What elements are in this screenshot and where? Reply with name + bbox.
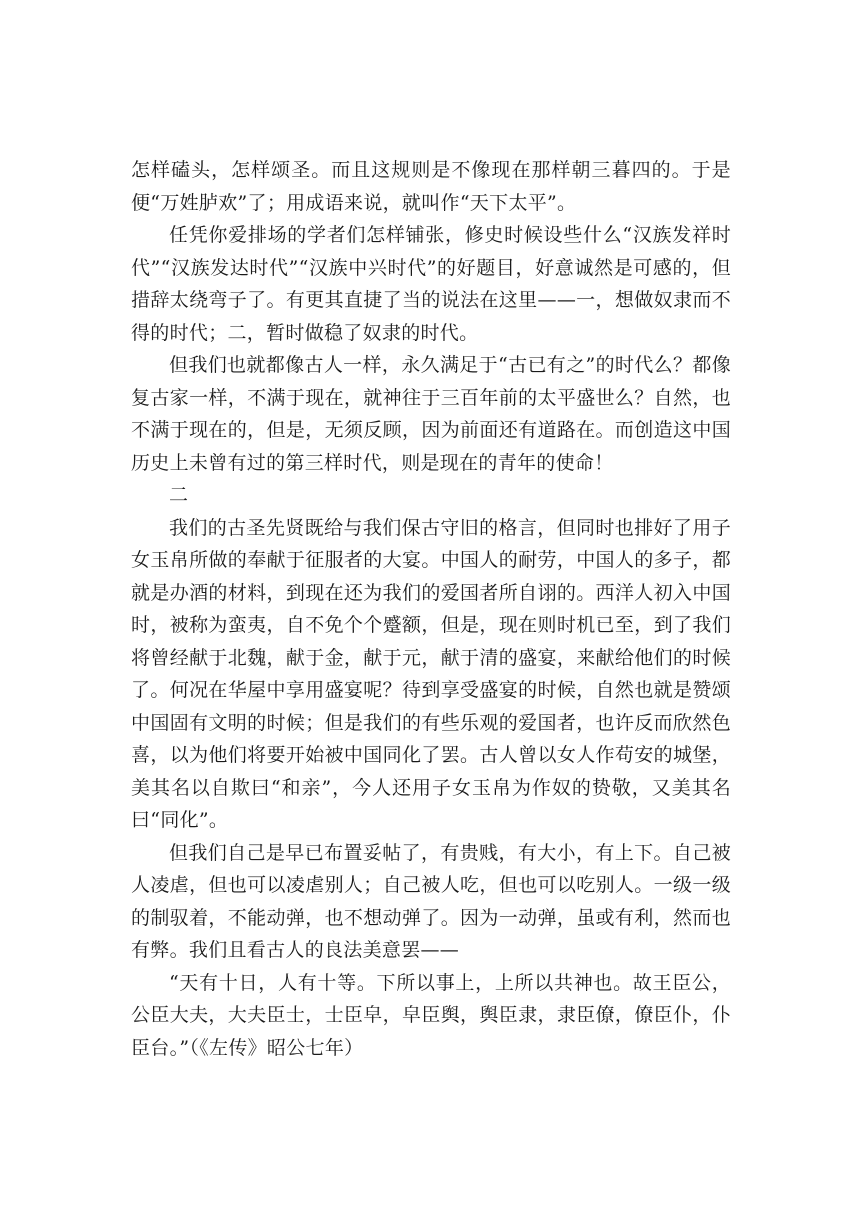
paragraph-banquet: 我们的古圣先贤既给与我们保古守旧的格言，但同时也排好了用子女玉帛所做的奉献于征服者的大宴。中国人的耐劳，中国人的多子，都就是办酒的材料，到现在还为我们的爱国者所自诩的。西洋人初入中国时，被称为蛮夷，自不免个个蹙额，但是，现在则时机已至，到了我们将曾经献于北魏，献于金，献于元，献于清的盛宴，来献给他们的时候了。何况在华屋中享用盛宴呢？待到享受盛宴的时候，自然也就是赞颂中国固有文明的时候；但是我们的有些乐观的爱国者，也许反而欣然色喜，以为他们将要开始被中国同化了罢。古人曾以女人作苟安的城堡，美其名以自欺曰“和亲”，今人还用子女玉帛为作奴的贽敬，又美其名曰“同化”。 [131, 516, 731, 831]
paragraph-continuation: 怎样磕头，怎样颂圣。而且这规则是不像现在那样朝三暮四的。于是便“万姓胪欢”了；用成语来说，就叫作“天下太平”。 [131, 159, 731, 214]
quotation-zuozhuan: “天有十日，人有十等。下所以事上，上所以共神也。故王臣公，公臣大夫，大夫臣士，士臣皁，皁臣舆，舆臣隶，隶臣僚，僚臣仆，仆臣台。”（《左传》昭公七年） [131, 971, 731, 1059]
section-heading-two: 二 [169, 484, 189, 506]
paragraph-hierarchy: 但我们自己是早已布置妥帖了，有贵贱，有大小，有上下。自己被人凌虐，但也可以凌虐别人；自己被人吃，但也可以吃别人。一级一级的制驭着，不能动弹，也不想动弹了。因为一动弹，虽或有利，然而也有弊。我们且看古人的良法美意罢—— [131, 841, 731, 961]
paragraph-historians: 任凭你爱排场的学者们怎样铺张，修史时候设些什么“汉族发祥时代”“汉族发达时代”“汉族中兴时代”的好题目，好意诚然是可感的，但措辞太绕弯子了。有更其直捷了当的说法在这里——一，想做奴隶而不得的时代；二，暂时做稳了奴隶的时代。 [131, 224, 731, 344]
paragraph-third-era: 但我们也就都像古人一样，永久满足于“古已有之”的时代么？都像复古家一样，不满于现在，就神往于三百年前的太平盛世么？自然，也不满于现在的，但是，无须反顾，因为前面还有道路在。而创造这中国历史上未曾有过的第三样时代，则是现在的青年的使命！ [131, 354, 731, 474]
document-body [131, 154, 731, 1064]
